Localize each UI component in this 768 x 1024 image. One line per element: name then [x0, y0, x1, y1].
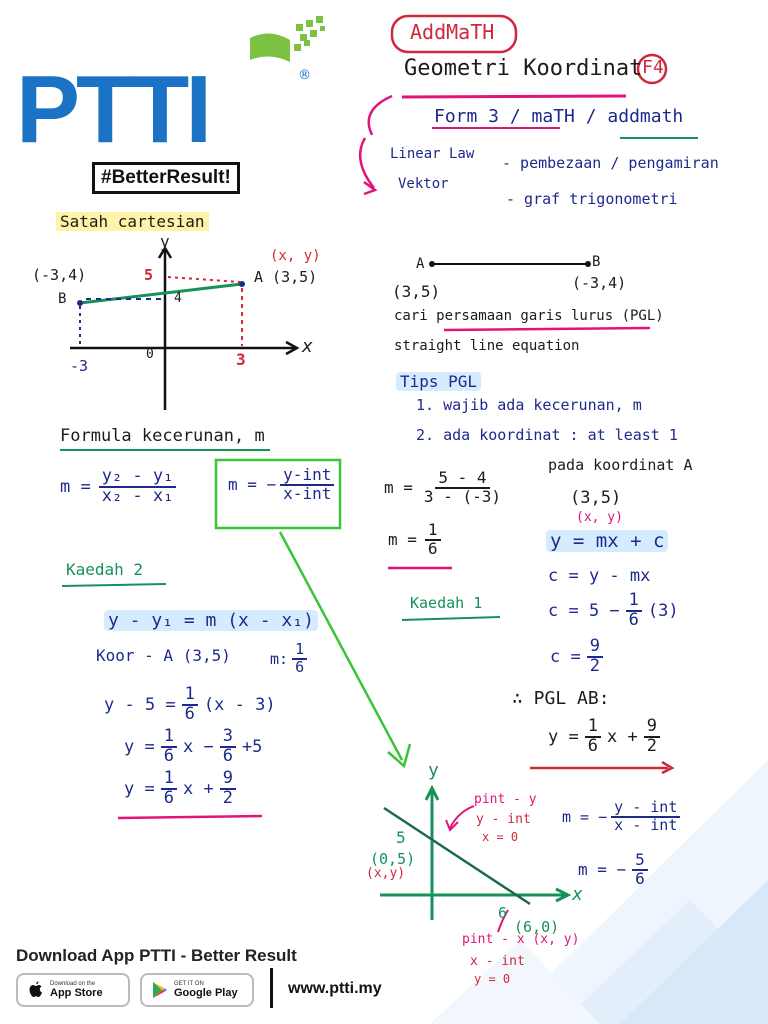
topic-graf: - graf trigonometri	[506, 190, 678, 208]
k1-c3-num: 9	[587, 638, 603, 658]
page-title: Geometri Koordinat	[404, 56, 643, 81]
k1-c2-num: 1	[626, 592, 642, 612]
topic-linear-law: Linear Law	[390, 146, 475, 162]
k1-therefore: ∴ PGL AB:	[512, 688, 610, 709]
k1-den: 3 - (-3)	[423, 486, 501, 506]
cartesian-title: Satah cartesian	[56, 212, 209, 231]
k1-final-num1: 1	[585, 718, 601, 738]
graph2-y-label: y	[428, 760, 439, 781]
cartesian-tick-neg3: -3	[70, 357, 89, 375]
k2-l1-lhs: y - 5 =	[104, 694, 176, 715]
graph2-m2-num: 5	[632, 852, 648, 871]
graph2-point-05: (0,5)	[370, 850, 416, 868]
google-play-icon	[152, 981, 168, 999]
addmath-title: AddMaTH	[410, 20, 495, 44]
k2-l2-num1: 1	[161, 728, 177, 748]
k1-c2-den: 6	[628, 609, 639, 630]
topic-vektor: Vektor	[398, 176, 449, 192]
topic-pembezaan: - pembezaan / pengamiran	[502, 154, 719, 172]
app-store-button[interactable]	[16, 973, 130, 1007]
graph2-pint-y: pint - y	[474, 792, 537, 807]
subtitle: Form 3 / maTH / addmath	[434, 106, 684, 127]
formula-denominator: x₂ - x₁	[101, 485, 174, 506]
cartesian-origin: 0	[146, 347, 154, 362]
point-slope-equation: y - y₁ = m (x - x₁)	[104, 610, 318, 631]
graph2-y-intercept: 5	[396, 828, 406, 847]
k2-l3-den2: 2	[222, 787, 233, 808]
cartesian-xy-label: (x, y)	[270, 248, 321, 264]
graph2-point-60: (6,0)	[514, 918, 560, 936]
graph2-m2: m = −	[578, 860, 627, 880]
cartesian-y-label: y	[160, 232, 170, 251]
k1-final-lhs: y =	[548, 726, 579, 747]
graph2-x-int: x - int	[470, 954, 525, 969]
box-numerator: y-int	[280, 467, 334, 486]
k2-l3-den1: 6	[163, 787, 174, 808]
point-b-label: B	[58, 291, 67, 307]
cartesian-tick-4: 4	[174, 291, 182, 306]
kaedah2-title: Kaedah 2	[66, 560, 144, 579]
graph2-m1-num: y - int	[611, 800, 680, 818]
google-play-label: Google Play	[174, 987, 238, 999]
pgl-line2: straight line equation	[394, 338, 580, 354]
k1-m: m =	[384, 478, 413, 498]
koor-a: Koor - A (3,5)	[96, 646, 231, 665]
k2-l2-den1: 6	[163, 745, 174, 766]
k2-m-den: 6	[295, 657, 305, 676]
k1-eq: y = mx + c	[546, 530, 668, 552]
k1-c3-den: 2	[589, 655, 600, 676]
line-a-coord: (3,5)	[392, 282, 441, 301]
k2-m: m:	[270, 649, 289, 668]
cartesian-tick-5: 5	[144, 266, 154, 284]
line-point-b: B	[592, 254, 601, 270]
k1-m2-num: 1	[425, 522, 441, 541]
k1-pada: pada koordinat A	[548, 456, 693, 474]
app-store-label: App Store	[50, 987, 103, 999]
graph2-m-formula	[562, 800, 680, 834]
footer-divider	[270, 968, 273, 1008]
graph2-m1-frac	[611, 800, 680, 834]
form-badge: F4	[642, 57, 664, 78]
k1-c2-lhs: c = 5 −	[548, 600, 620, 621]
graph2-x0: x = 0	[482, 830, 519, 844]
k2-l3-num1: 1	[161, 770, 177, 790]
k1-c3-lhs: c =	[550, 646, 581, 667]
graph2-m-result	[578, 852, 648, 888]
line-point-a: A	[416, 256, 425, 272]
k2-l1-rhs: (x - 3)	[203, 694, 276, 715]
pgl-line1: cari persamaan garis lurus (PGL)	[394, 308, 664, 324]
google-play-button[interactable]	[140, 973, 254, 1007]
cartesian-x-label: x	[302, 336, 313, 357]
k1-c2-rhs: (3)	[647, 600, 679, 621]
k2-l2-mid: x −	[182, 736, 214, 757]
tagline: #BetterResult!	[92, 162, 240, 194]
k1-final-den2: 2	[646, 735, 657, 756]
graph2-y-int: y - int	[476, 812, 531, 827]
kaedah1-title: Kaedah 1	[410, 594, 483, 612]
k2-l2-num2: 3	[220, 728, 236, 748]
k2-l3-lhs: y =	[124, 778, 155, 799]
k1-num: 5 - 4	[435, 470, 489, 489]
graph2-m1-den: x - int	[614, 815, 678, 834]
k2-m-num: 1	[292, 642, 307, 660]
graph2-xy-label: (x,y)	[366, 866, 406, 881]
k1-final-mid: x +	[606, 726, 638, 747]
k1-c1: c = y - mx	[548, 566, 651, 586]
formula-title: Formula kecerunan, m	[60, 426, 265, 446]
tips-pgl-title: Tips PGL	[396, 372, 481, 391]
line-b-coord: (-3,4)	[572, 274, 627, 292]
k2-l2-plus: +5	[241, 736, 263, 757]
k1-final-den1: 6	[587, 735, 598, 756]
graph2-m2-frac	[632, 852, 648, 888]
k2-l3-num2: 9	[220, 770, 236, 790]
graph2-x-intercept: 6	[498, 904, 508, 922]
k2-l3-mid: x +	[182, 778, 214, 799]
ptti-logo: PTTI	[16, 56, 208, 163]
box-denominator: x-int	[283, 483, 332, 503]
k2-l1-den: 6	[184, 703, 195, 724]
cartesian-tick-3: 3	[236, 350, 246, 369]
k1-m2-den: 6	[427, 538, 438, 558]
tip-2: 2. ada koordinat : at least 1	[416, 426, 678, 444]
app-store-small: Download on the	[50, 981, 96, 987]
k2-l2-lhs: y =	[124, 736, 155, 757]
point-b-coord: (-3,4)	[32, 266, 87, 284]
apple-icon	[28, 981, 44, 999]
k1-xy: (x, y)	[576, 510, 623, 525]
k1-coord: (3,5)	[570, 488, 622, 508]
k2-l2-den2: 6	[222, 745, 233, 766]
graph2-pint-x: pint - x (x, y)	[462, 932, 580, 947]
k1-m2: m =	[388, 530, 417, 550]
graph2-y0: y = 0	[474, 972, 511, 986]
k1-final-num2: 9	[644, 718, 660, 738]
k2-l1-num: 1	[182, 686, 198, 706]
website-link[interactable]: www.ptti.my	[288, 980, 382, 997]
google-play-small: GET IT ON	[174, 981, 204, 987]
registered-mark: ®	[298, 68, 311, 83]
graph2-x-label: x	[572, 884, 583, 905]
formula-numerator: y₂ - y₁	[99, 468, 177, 488]
graph2-m2-den: 6	[635, 868, 645, 888]
formula-m: m =	[60, 476, 91, 497]
tip-1: 1. wajib ada kecerunan, m	[416, 396, 642, 414]
point-a-label: A (3,5)	[254, 268, 318, 286]
box-m: m = −	[228, 475, 277, 495]
download-text: Download App PTTI - Better Result	[16, 946, 297, 965]
graph2-m1: m = −	[562, 807, 608, 826]
